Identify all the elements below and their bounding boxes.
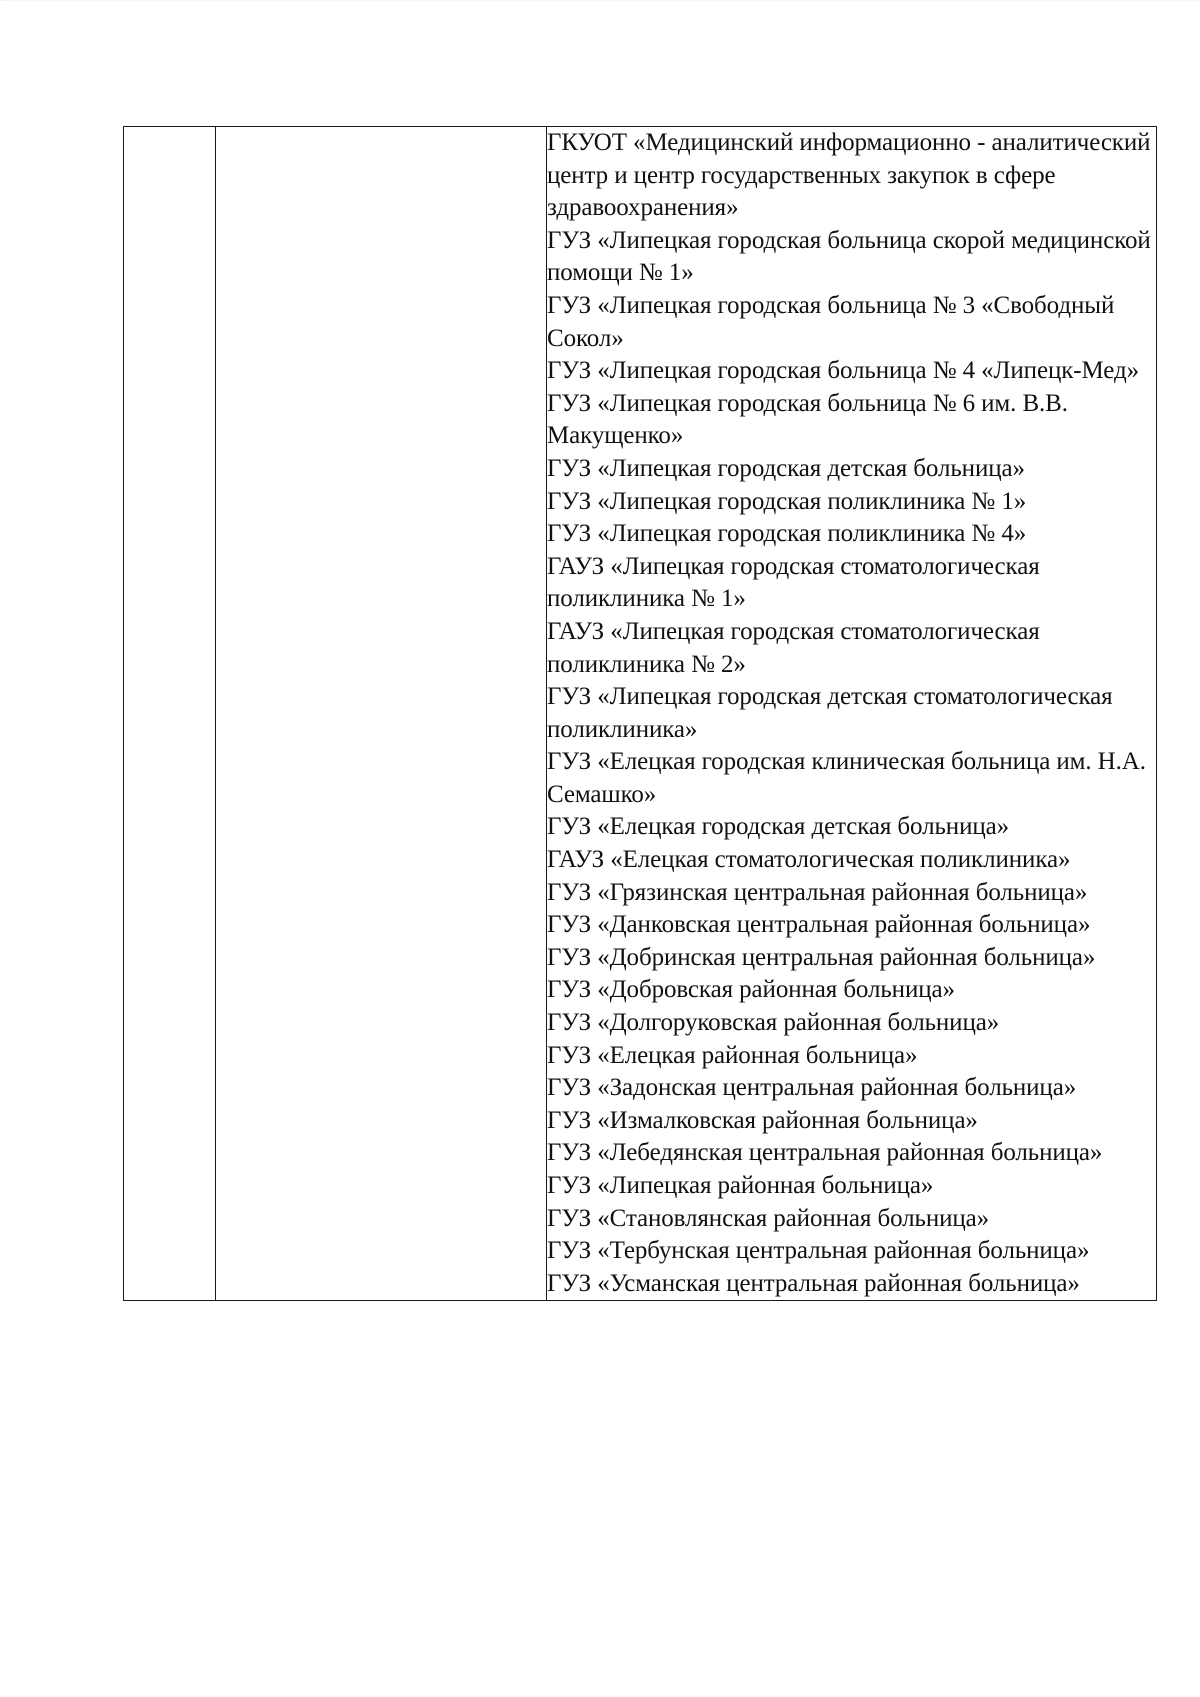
scan-noise-strip (0, 0, 1200, 21)
table-row (124, 127, 1157, 1301)
organization-item: ГУЗ «Липецкая городская больница скорой медицинской помощи № 1» (547, 226, 1151, 287)
organization-item: ГАУЗ «Липецкая городская стоматологическая поликлиника № 1» (547, 552, 1040, 613)
organization-item: ГУЗ «Липецкая городская поликлиника № 1» (547, 487, 1027, 515)
organization-item: ГКУОТ «Медицинский информационно - аналитический центр и центр государственных закупок в сфере здравоохранения» (547, 129, 1151, 222)
row-number-cell (124, 127, 216, 1301)
organization-item: ГУЗ «Липецкая районная больница» (547, 1172, 934, 1199)
organization-item: ГУЗ «Долгоруковская районная больница» (547, 1009, 1000, 1037)
organization-item: ГАУЗ «Липецкая городская стоматологическая поликлиника № 2» (547, 617, 1040, 678)
organization-item: ГУЗ «Лебедянская центральная районная больница» (547, 1139, 1103, 1167)
organization-item: ГУЗ «Усманская центральная районная больница» (547, 1269, 1080, 1297)
organization-item: ГУЗ «Измалковская районная больница» (547, 1106, 978, 1134)
organization-item: ГУЗ «Липецкая городская больница № 3 «Свободный Сокол» (547, 291, 1115, 352)
organization-item: ГУЗ «Елецкая городская клиническая больница им. Н.А. Семашко» (547, 748, 1146, 808)
organizations-table (123, 126, 1157, 1301)
organization-item: ГУЗ «Липецкая городская больница № 4 «Липецк-Мед» (547, 357, 1139, 385)
organization-list (547, 127, 1156, 1300)
organization-item: ГУЗ «Липецкая городская поликлиника № 4» (547, 520, 1027, 548)
organization-item: ГУЗ «Елецкая городская детская больница» (547, 813, 1010, 841)
organizations-cell (547, 127, 1157, 1301)
organization-item: ГАУЗ «Елецкая стоматологическая поликлиника» (547, 846, 1071, 874)
organization-item: ГУЗ «Елецкая районная больница» (547, 1041, 918, 1069)
row-name-cell (216, 127, 547, 1301)
organization-item: ГУЗ «Тербунская центральная районная больница» (547, 1237, 1090, 1265)
organization-item: ГУЗ «Становлянская районная больница» (547, 1204, 990, 1232)
organization-item: ГУЗ «Липецкая городская детская больница» (547, 454, 1025, 482)
organization-item: ГУЗ «Данковская центральная районная больница» (547, 911, 1091, 939)
organization-item: ГУЗ «Липецкая городская детская стоматологическая поликлиника» (547, 683, 1113, 743)
organization-item: ГУЗ «Грязинская центральная районная больница» (547, 878, 1088, 906)
organization-item: ГУЗ «Липецкая городская больница № 6 им. В.В. Макущенко» (547, 389, 1068, 450)
organization-item: ГУЗ «Добринская центральная районная больница» (547, 943, 1096, 971)
organization-item: ГУЗ «Задонская центральная районная больница» (547, 1074, 1077, 1102)
organization-item: ГУЗ «Добровская районная больница» (547, 976, 955, 1004)
